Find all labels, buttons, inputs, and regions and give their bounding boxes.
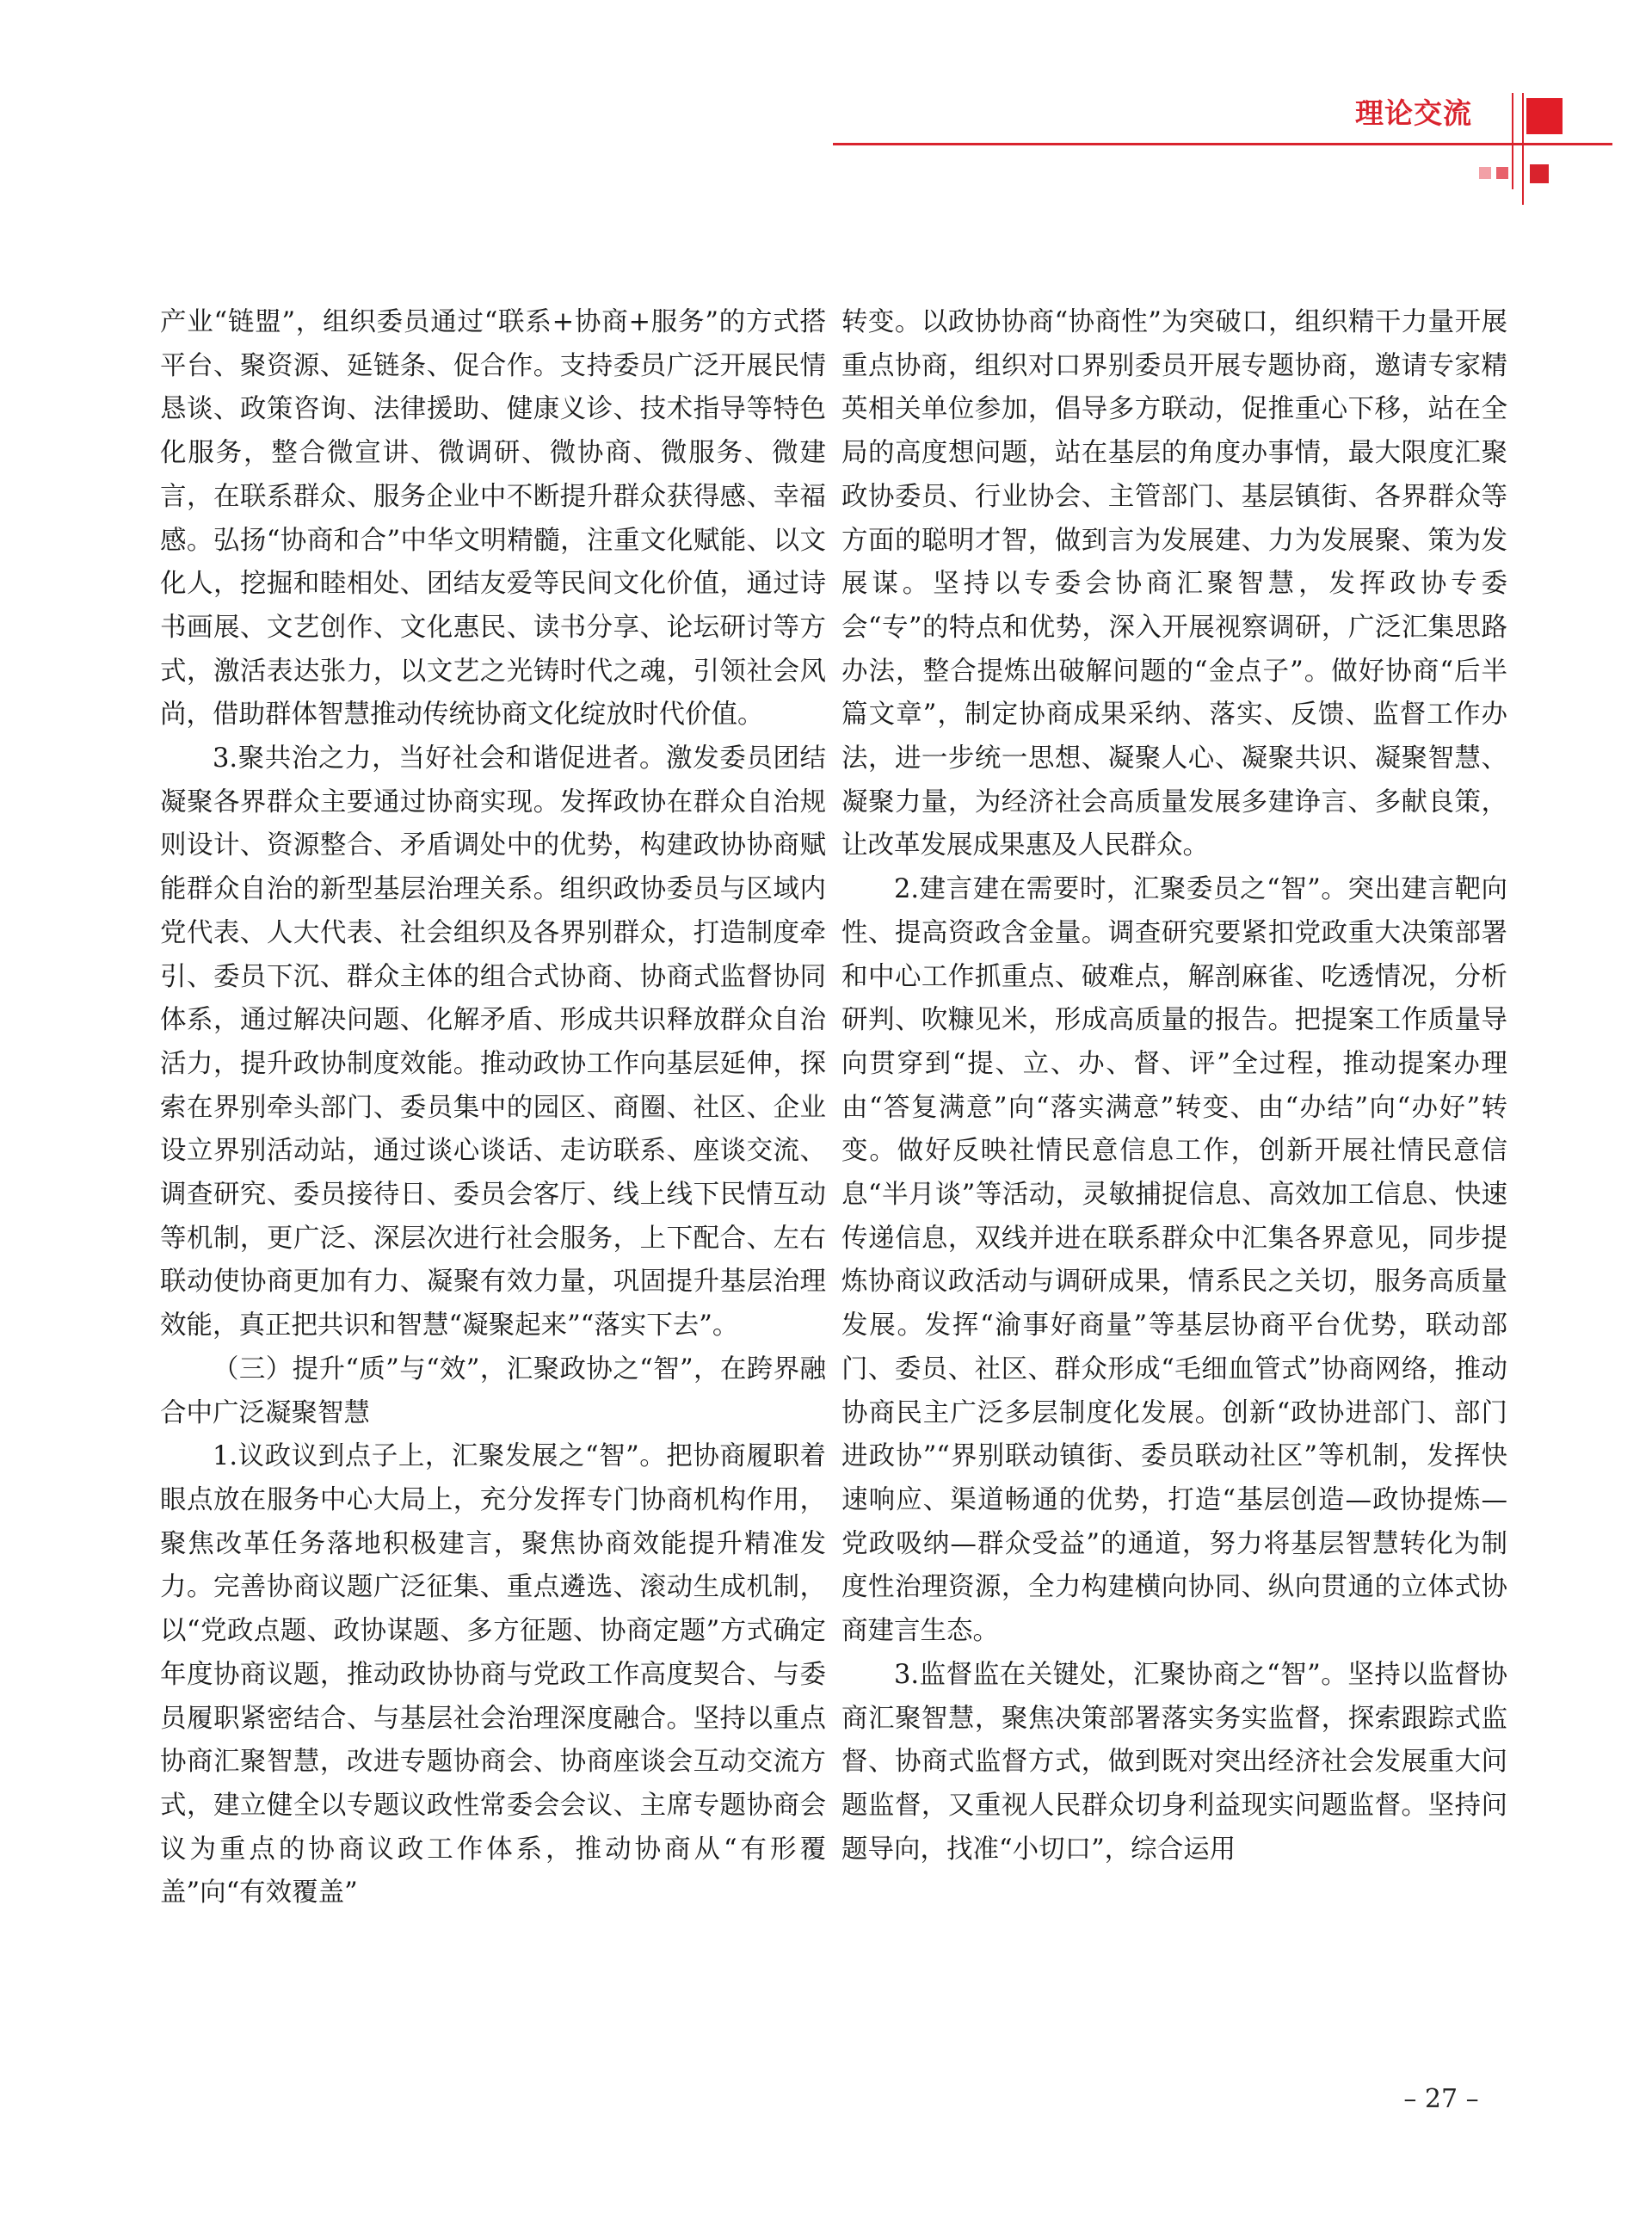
body-paragraph: 3.监督监在关键处，汇聚协商之“智”。坚持以监督协商汇聚智慧，聚焦决策部署落实务实监督，探索跟踪式监督、协商式监督方式，做到既对突出经济社会发展重大问题监督，又重视人民群众切身利益现实问题监督。坚持问题导向，找准“小切口”，综合运用 [841,1659,1507,1865]
section-heading: （三）提升“质”与“效”，汇聚政协之“智”，在跨界融合中广泛凝聚智慧 [160,1353,826,1428]
header-vertical-rule-secondary [1522,93,1524,205]
body-paragraph: 2.建言建在需要时，汇聚委员之“智”。突出建言靶向性、提高资政含金量。调查研究要紧扣党政重大决策部署和中心工作抓重点、破难点，解剖麻雀、吃透情况，分析研判、吹糠见米，形成高质量的报告。把提案工作质量导向贯穿到“提、立、办、督、评”全过程，推动提案办理由“答复满意”向“落实满意”转变、由“办结”向“办好”转变。做好反映社情民意信息工作，创新开展社情民意信息“半月谈”等活动，灵敏捕捉信息、高效加工信息、快速传递信息，双线并进在联系群众中汇集各界意见，同步提炼协商议政活动与调研成果，情系民之关切，服务高质量发展。发挥“渝事好商量”等基层协商平台优势，联动部门、委员、社区、群众形成“毛细血管式”协商网络，推动协商民主广泛多层制度化发展。创新“政协进部门、部门进政协”“界别联动镇街、委员联动社区”等机制，发挥快速响应、渠道畅通的优势，打造“基层创造—政协提炼—党政吸纳—群众受益”的通道，努力将基层智慧转化为制度性治理资源，全力构建横向协同、纵向贯通的立体式协商建言生态。 [841,874,1507,1647]
header-small-square-light [1479,167,1491,179]
header-vertical-rule [1512,93,1513,189]
header-small-square-dark [1530,164,1549,183]
body-paragraph: 产业“链盟”，组织委员通过“联系+协商+服务”的方式搭平台、聚资源、延链条、促合作。支持委员广泛开展民情恳谈、政策咨询、法律援助、健康义诊、技术指导等特色化服务，整合微宣讲、微调研、微协商、微服务、微建言，在联系群众、服务企业中不断提升群众获得感、幸福感。弘扬“协商和合”中华文明精髓，注重文化赋能、以文化人，挖掘和睦相处、团结友爱等民间文化价值，通过诗书画展、文艺创作、文化惠民、读书分享、论坛研讨等方式，激活表达张力，以文艺之光铸时代之魂，引领社会风尚，借助群体智慧推动传统协商文化绽放时代价值。 [160,307,826,731]
section-title: 理论交流 [1355,96,1472,130]
header-accent-square [1526,98,1563,134]
body-paragraph: 1.议政议到点子上，汇聚发展之“智”。把协商履职着眼点放在服务中心大局上，充分发挥专门协商机构作用，聚焦改革任务落地积极建言，聚焦协商效能提升精准发力。完善协商议题广泛征集、重点遴选、滚动生成机制，以“党政点题、政协谋题、多方征题、协商定题”方式确定年度协商议题，推动政协协商与党政工作高度契合、与委员履职紧密结合、与基层社会治理深度融合。坚持以重点协商汇聚智慧，改进专题协商会、协商座谈会互动交流方式，建立健全以专题议政性常委会会议、主席专题协商会议为重点的协商议政工作体系，推动协商从“有形覆盖”向“有效覆盖” [160,1441,826,1908]
body-paragraph: 转变。以政协协商“协商性”为突破口，组织精干力量开展重点协商，组织对口界别委员开展专题协商，邀请专家精英相关单位参加，倡导多方联动，促推重心下移，站在全局的高度想问题，站在基层的角度办事情，最大限度汇聚政协委员、行业协会、主管部门、基层镇街、各界群众等方面的聪明才智，做到言为发展建、力为发展聚、策为发展谋。坚持以专委会协商汇聚智慧，发挥政协专委会“专”的特点和优势，深入开展视察调研，广泛汇集思路办法，整合提炼出破解问题的“金点子”。做好协商“后半篇文章”，制定协商成果采纳、落实、反馈、监督工作办法，进一步统一思想、凝聚人心、凝聚共识、凝聚智慧、凝聚力量，为经济社会高质量发展多建诤言、多献良策，让改革发展成果惠及人民群众。 [841,307,1507,861]
body-paragraph: 3.聚共治之力，当好社会和谐促进者。激发委员团结凝聚各界群众主要通过协商实现。发挥政协在群众自治规则设计、资源整合、矛盾调处中的优势，构建政协协商赋能群众自治的新型基层治理关系。组织政协委员与区域内党代表、人大代表、社会组织及各界别群众，打造制度牵引、委员下沉、群众主体的组合式协商、协商式监督协同体系，通过解决问题、化解矛盾、形成共识释放群众自治活力，提升政协制度效能。推动政协工作向基层延伸，探索在界别牵头部门、委员集中的园区、商圈、社区、企业设立界别活动站，通过谈心谈话、走访联系、座谈交流、调查研究、委员接待日、委员会客厅、线上线下民情互动等机制，更广泛、深层次进行社会服务，上下配合、左右联动使协商更加有力、凝聚有效力量，巩固提升基层治理效能，真正把共识和智慧“凝聚起来”“落实下去”。 [160,743,826,1341]
right-column [841,301,1507,1871]
header-small-square-mid [1496,167,1508,179]
left-column [160,301,826,1915]
page-number: – 27 – [1403,2084,1479,2114]
header-rule [833,143,1612,145]
